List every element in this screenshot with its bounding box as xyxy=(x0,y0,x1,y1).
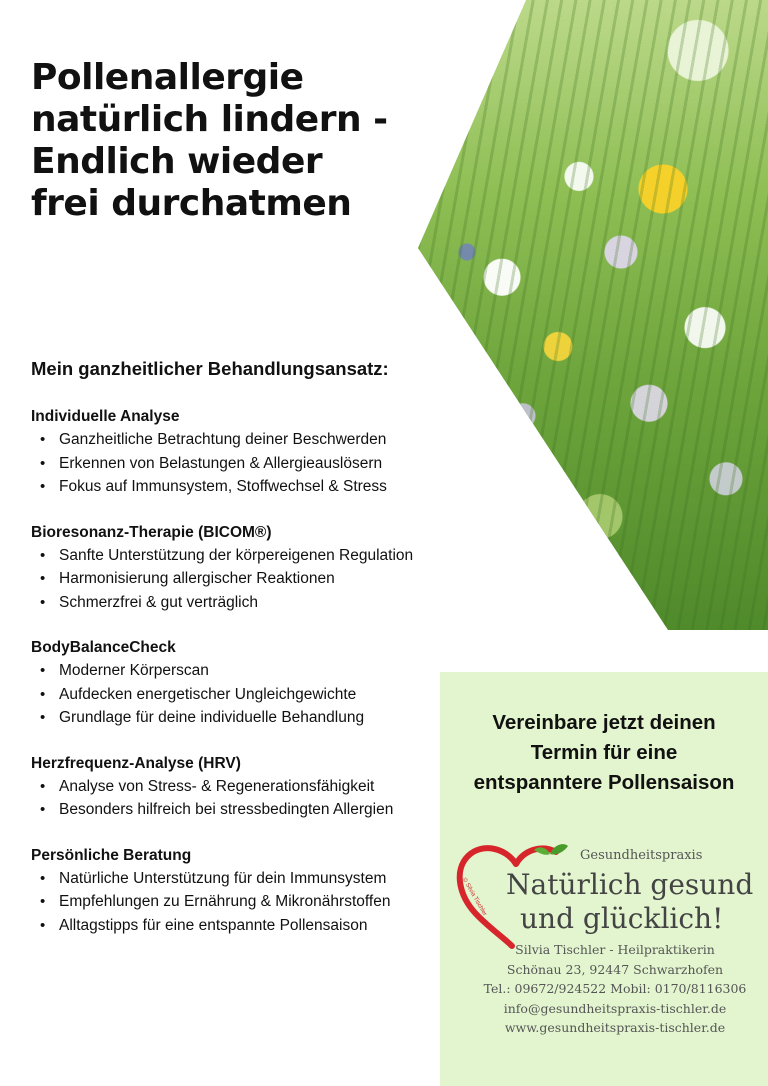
appointment-call-to-action xyxy=(440,708,768,798)
list-item: • Grundlage für deine individuelle Behandlung xyxy=(31,706,431,730)
contact-info xyxy=(470,940,760,1038)
meadow-grass-texture xyxy=(418,0,768,630)
section-title: Herzfrequenz-Analyse (HRV) xyxy=(31,754,241,772)
page-headline xyxy=(31,57,411,225)
cta-line-2: Termin für eine xyxy=(530,741,678,764)
appointment-box xyxy=(440,672,768,1086)
treatment-sections xyxy=(31,406,431,960)
contact-website[interactable]: www.gesundheitspraxis-tischler.de xyxy=(504,1020,726,1036)
list-item: • Sanfte Unterstützung der körpereigenen Regulation xyxy=(31,544,431,568)
list-item: • Natürliche Unterstützung für dein Immunsystem xyxy=(31,867,431,891)
section-personal-consultation xyxy=(31,845,431,938)
contact-phone: Tel.: 09672/924522 Mobil: 0170/8116306 xyxy=(483,981,747,997)
list-item: • Aufdecken energetischer Ungleichgewichte xyxy=(31,683,431,707)
section-bioresonance xyxy=(31,522,431,615)
headline-line-4: frei durchatmen xyxy=(31,183,352,224)
logo-slogan xyxy=(506,868,756,936)
flower-meadow-photo xyxy=(418,0,768,630)
list-item: • Fokus auf Immunsystem, Stoffwechsel & Stress xyxy=(31,475,431,499)
headline-line-1: Pollenallergie xyxy=(31,57,304,98)
list-item: • Empfehlungen zu Ernährung & Mikronährstoffen xyxy=(31,890,431,914)
section-title: Bioresonanz-Therapie (BICOM®) xyxy=(31,523,272,541)
headline-line-3: Endlich wieder xyxy=(31,141,323,182)
list-item: • Ganzheitliche Betrachtung deiner Beschwerden xyxy=(31,428,431,452)
list-item: • Harmonisierung allergischer Reaktionen xyxy=(31,567,431,591)
list-item: • Erkennen von Belastungen & Allergieauslösern xyxy=(31,452,431,476)
section-title: Individuelle Analyse xyxy=(31,408,180,425)
bullet-list xyxy=(31,428,431,499)
logo-practice-label: Gesundheitspraxis xyxy=(580,848,703,863)
list-item: • Moderner Körperscan xyxy=(31,659,431,683)
contact-email[interactable]: info@gesundheitspraxis-tischler.de xyxy=(503,1000,727,1016)
contact-name: Silvia Tischler - Heilpraktikerin xyxy=(515,942,715,957)
bullet-list xyxy=(31,659,431,730)
cta-line-1: Vereinbare jetzt deinen xyxy=(492,711,716,734)
cta-line-3: entspanntere Pollensaison xyxy=(473,771,735,794)
logo-slogan-line-2: und glücklich! xyxy=(520,902,724,935)
bullet-list xyxy=(31,867,431,938)
headline-line-2: natürlich lindern - xyxy=(31,99,388,140)
list-item: • Schmerzfrei & gut verträglich xyxy=(31,591,431,615)
section-title: BodyBalanceCheck xyxy=(31,639,176,656)
bullet-list xyxy=(31,775,431,822)
list-item: • Besonders hilfreich bei stressbedingten Allergien xyxy=(31,798,431,822)
section-hrv xyxy=(31,753,431,822)
section-bodybalancecheck xyxy=(31,637,431,730)
section-title: Persönliche Beratung xyxy=(31,846,192,864)
approach-heading: Mein ganzheitlicher Behandlungsansatz: xyxy=(31,358,389,379)
copyright-mark: © Silvia Tischler xyxy=(460,877,488,918)
list-item: • Analyse von Stress- & Regenerationsfähigkeit xyxy=(31,775,431,799)
contact-address: Schönau 23, 92447 Schwarzhofen xyxy=(506,961,724,977)
logo-slogan-line-1: Natürlich gesund xyxy=(506,868,754,901)
section-individual-analysis xyxy=(31,406,431,499)
bullet-list xyxy=(31,544,431,615)
list-item: • Alltagstipps für eine entspannte Pollensaison xyxy=(31,914,431,938)
